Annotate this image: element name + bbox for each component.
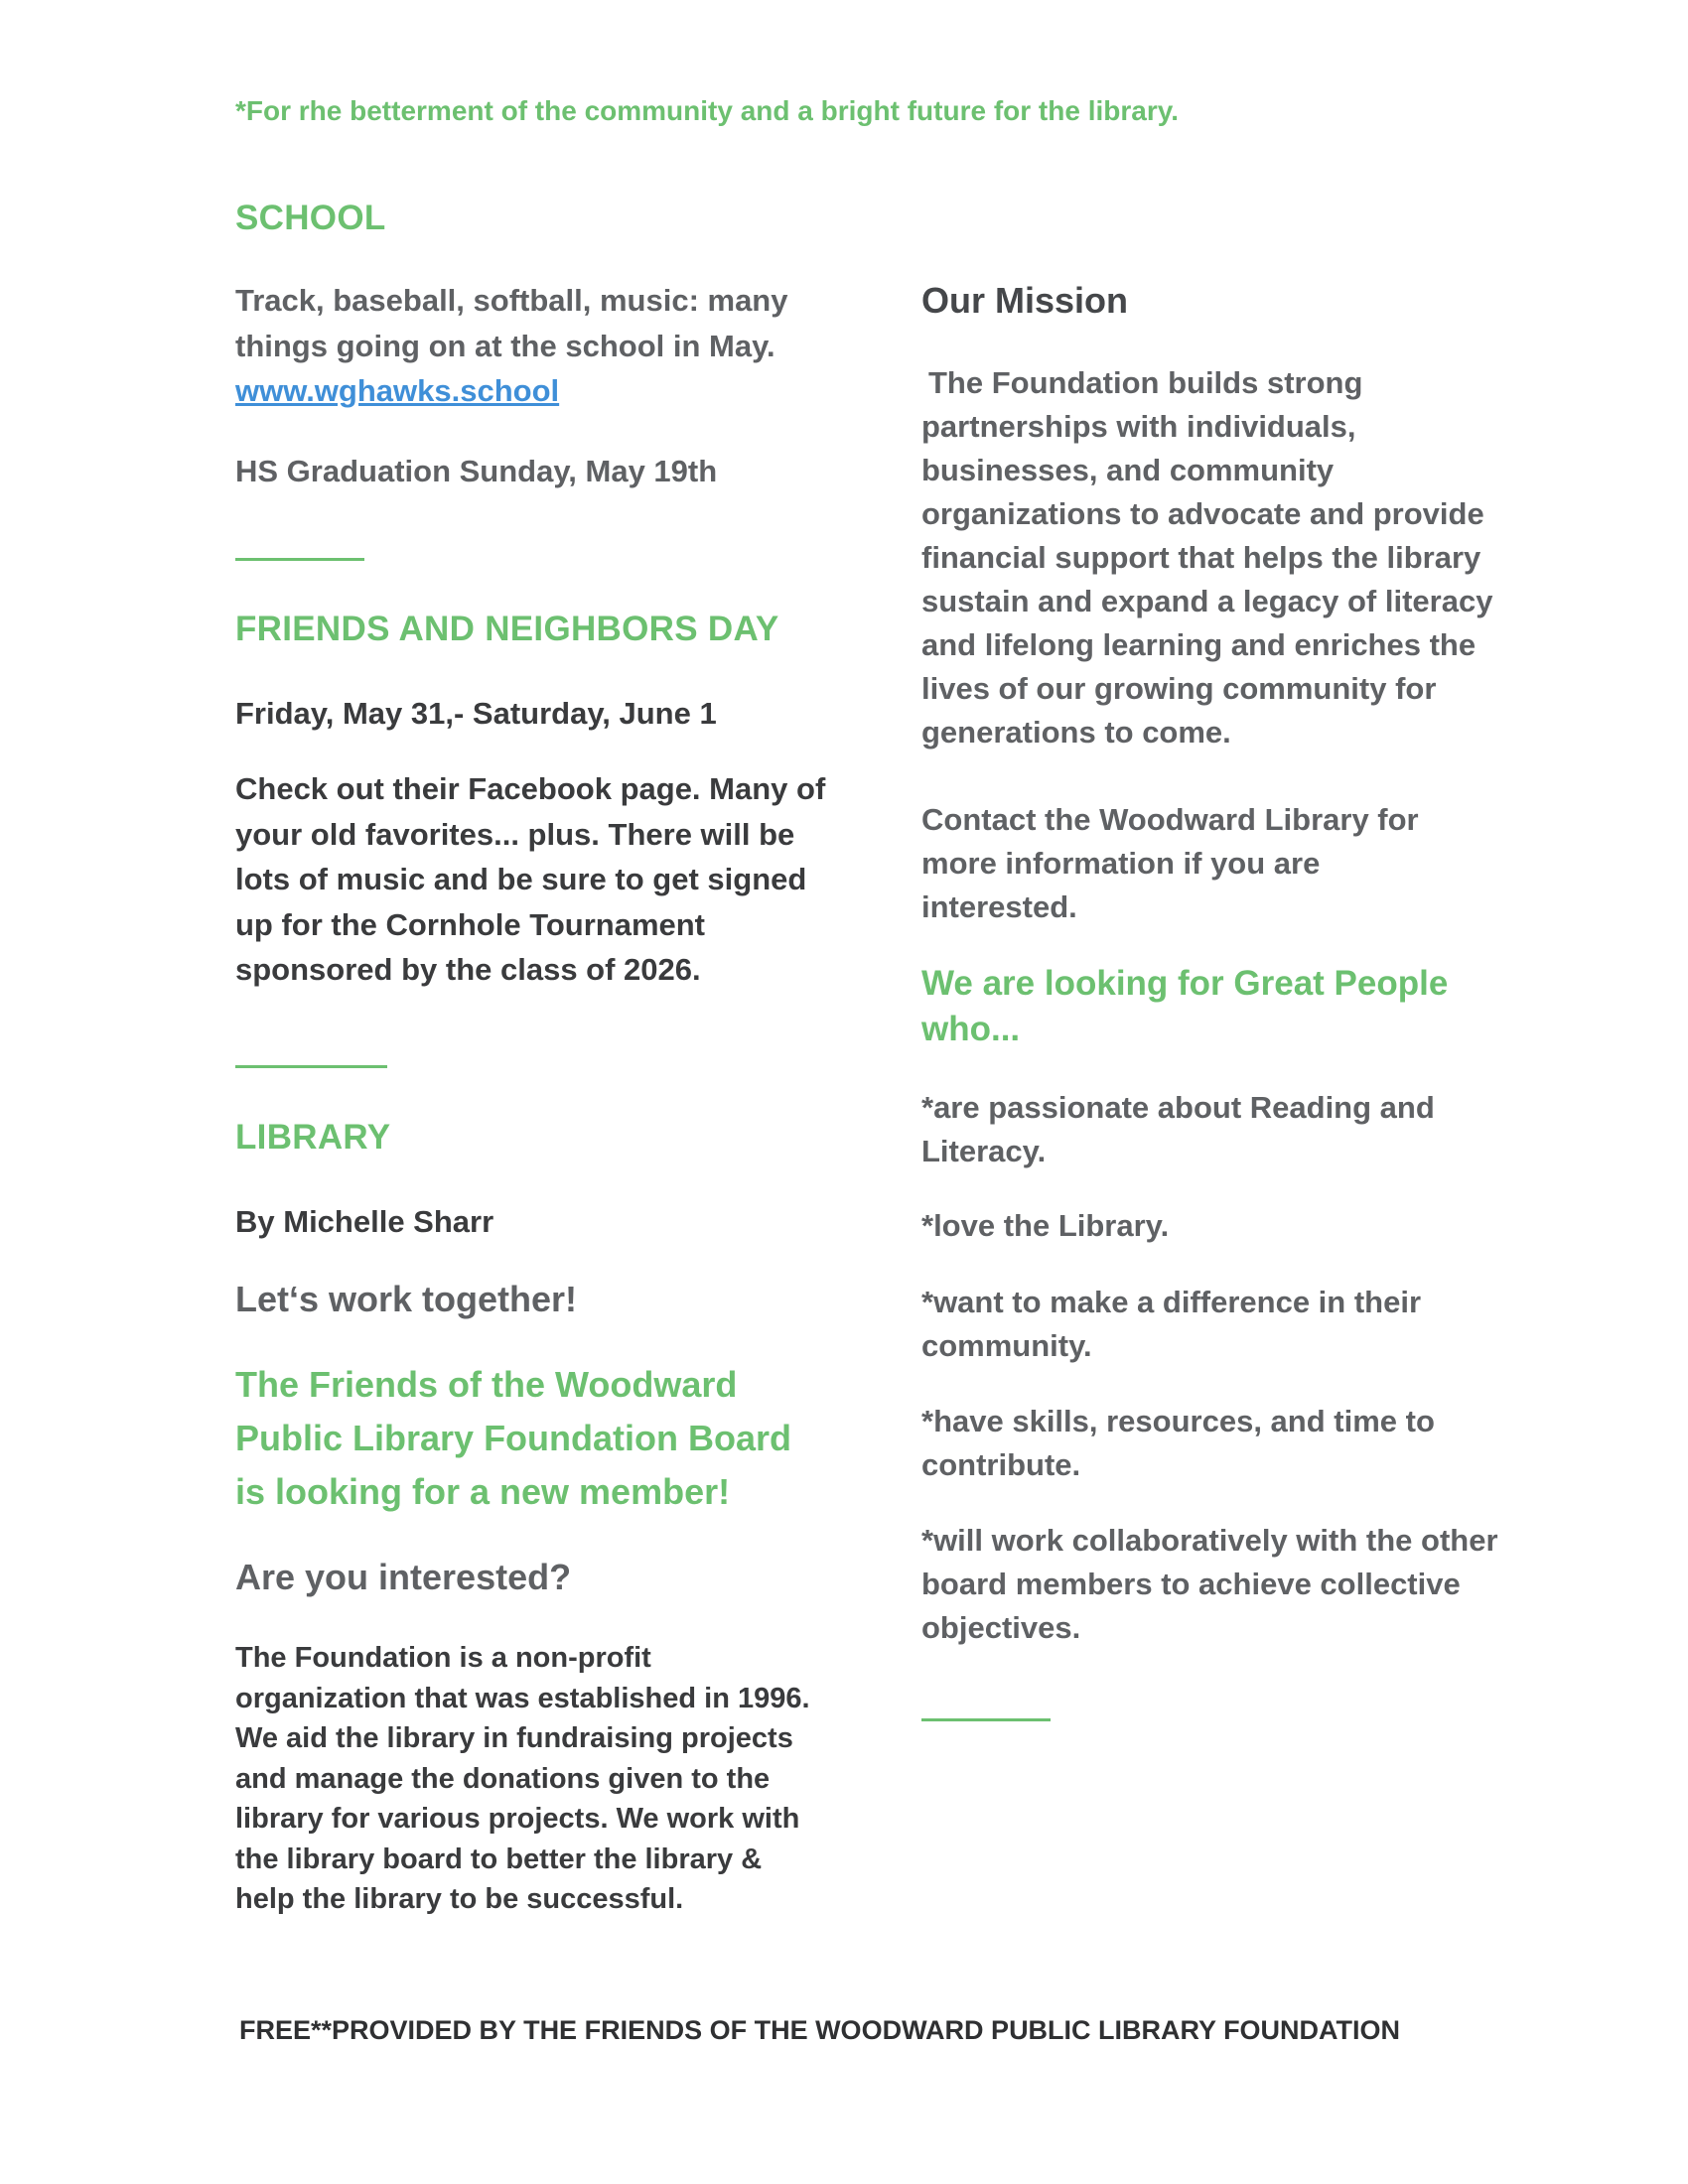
tagline: *For rhe betterment of the community and a bright future for the library. [235,95,1180,126]
foundation-description: The Foundation is a non-profit organization that was established in 1996. We aid the library in fundraising projects and manage the donations given to the library for various projects. We work with the library board to better the library & help the library to be successful. [235,1642,810,1915]
quality-item: *love the Library. [921,1208,1170,1243]
school-text: Track, baseball, softball, music: many things going on at the school in May. [235,283,788,363]
are-you-interested: Are you interested? [235,1557,572,1597]
friends-day-text: Check out their Facebook page. Many of your old favorites... plus. There will be lots of music and be sure to get signed up for the Cornhole Tournament sponsored by the class of 2026. [235,771,826,987]
section-divider [235,1065,387,1068]
lets-work-together: Let‘s work together! [235,1279,578,1319]
board-member-heading: The Friends of the Woodward Public Library Foundation Board is looking for a new member! [235,1364,792,1512]
mission-title: Our Mission [921,280,1129,321]
library-byline: By Michelle Sharr [235,1204,494,1239]
mission-text: The Foundation builds strong partnerships with individuals, businesses, and community organizations to advocate and provide financial support that helps the library sustain and expand a legacy of literacy and lifelong learning and enriches the lives of our growing community for generations to come. [921,365,1493,750]
school-text-block [235,278,821,414]
friends-day-heading: FRIENDS AND NEIGHBORS DAY [235,610,779,648]
quality-item: *have skills, resources, and time to contribute. [921,1404,1435,1482]
quality-item: *will work collaboratively with the other board members to achieve collective objectives. [921,1523,1498,1645]
section-divider [235,558,364,561]
quality-item: *want to make a difference in their community. [921,1285,1422,1363]
looking-heading: We are looking for Great People who... [921,964,1449,1048]
footer-note: FREE**PROVIDED BY THE FRIENDS OF THE WOODWARD PUBLIC LIBRARY FOUNDATION [239,2015,1401,2045]
section-divider [921,1718,1051,1721]
friends-day-dates: Friday, May 31,- Saturday, June 1 [235,696,717,731]
library-heading: LIBRARY [235,1118,391,1157]
graduation-text: HS Graduation Sunday, May 19th [235,454,718,488]
contact-text: Contact the Woodward Library for more information if you are interested. [921,802,1419,924]
quality-item: *are passionate about Reading and Literacy. [921,1090,1435,1168]
school-heading: SCHOOL [235,199,386,237]
school-website-link[interactable]: www.wghawks.school [235,373,560,408]
